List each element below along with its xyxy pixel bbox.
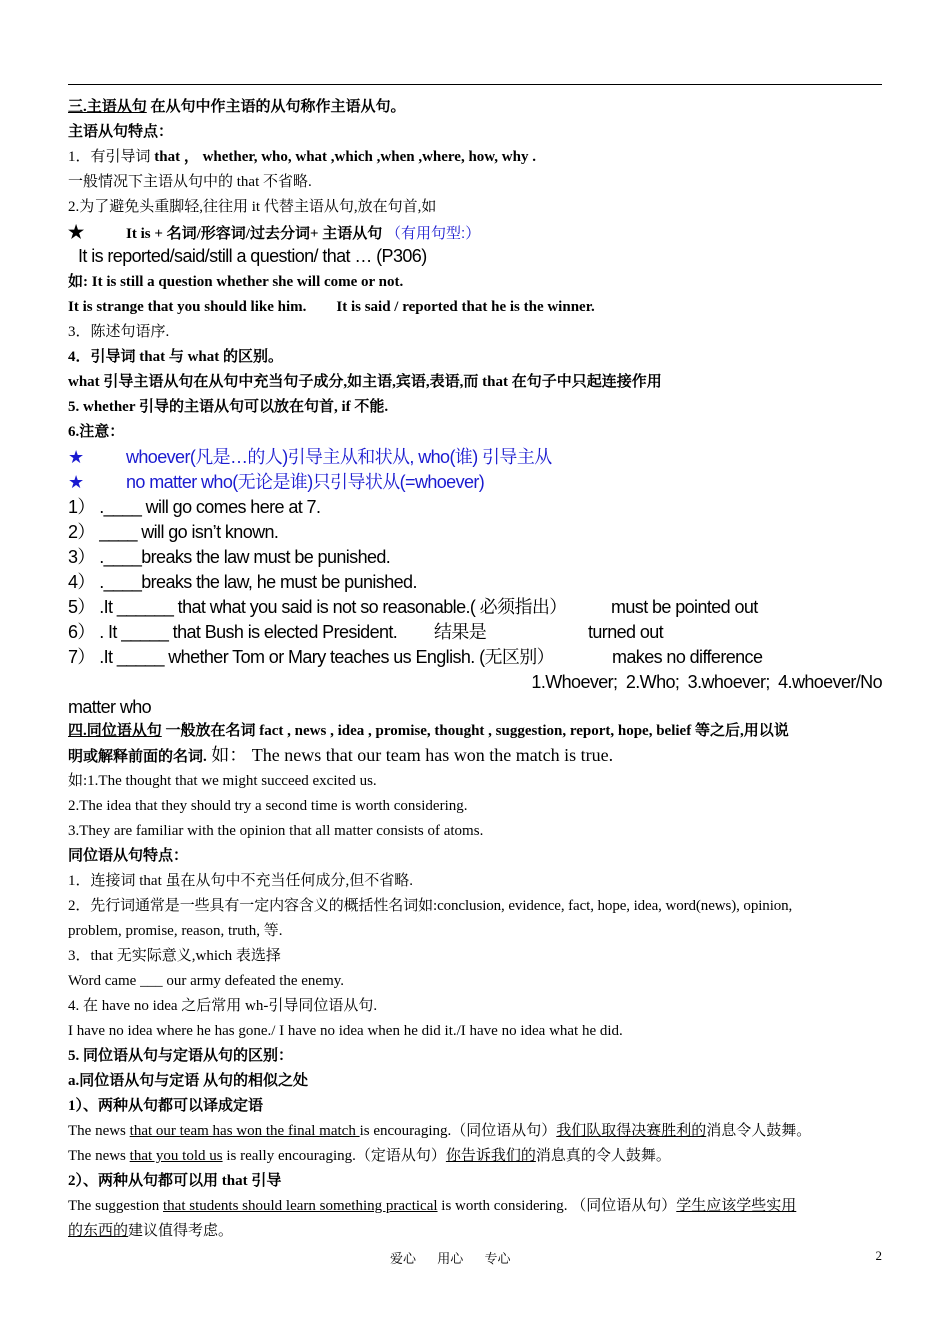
text: 建议值得考虑。 <box>128 1223 234 1239</box>
similarity-1-title: 1）、两种从句都可以译成定语 <box>68 1098 264 1114</box>
exercise-5-answer: must be pointed out <box>611 597 758 617</box>
example-2a: It is strange that you should like him. <box>68 299 307 315</box>
similarity-2-example-cont <box>68 1221 882 1241</box>
appositive-feature-3: 3．that 无实际意义,which 表选择 <box>68 948 281 964</box>
text: The news <box>68 1123 130 1139</box>
text: The news <box>68 1148 130 1164</box>
section-4-heading-line <box>68 721 882 741</box>
feature-1-note: 一般情况下主语从句中的 that 不省略. <box>68 174 312 190</box>
answers-continued: matter who <box>68 697 152 717</box>
similarity-2-example <box>68 1196 882 1216</box>
document-page <box>68 0 882 1344</box>
feature-3: 3．陈述句语序. <box>68 324 170 340</box>
similarity-1-example-a <box>68 1121 882 1141</box>
section-4-description-2 <box>68 745 882 767</box>
text: The suggestion <box>68 1198 163 1214</box>
appositive-example-3: 3.They are familiar with the opinion that all matter consists of atoms. <box>68 823 484 839</box>
note-whoever-text: whoever(凡是…的人)引导主从和状从, who(谁) 引导主从 <box>126 447 552 467</box>
section-4-heading: 四.同位语从句 <box>68 723 162 739</box>
exercise-1: 1） .____ will go comes here at 7. <box>68 497 321 517</box>
exercise-3: 3） .____breaks the law must be punished. <box>68 547 391 567</box>
exercise-7 <box>68 646 882 668</box>
appositive-features-title: 同位语从句特点： <box>68 848 189 864</box>
appositive-feature-2-cont: problem, promise, reason, truth, 等. <box>68 923 283 939</box>
star-icon: ★ <box>68 447 84 467</box>
text: 消息令人鼓舞。 <box>706 1123 812 1139</box>
section-3-heading: 三.主语从句 <box>68 99 147 115</box>
header-rule <box>68 84 882 85</box>
feature-4: 4．引导词 that 与 what 的区别。 <box>68 349 284 365</box>
underlined-clause: that our team has won the final match <box>129 1123 360 1139</box>
note-no-matter-who <box>68 471 882 493</box>
appositive-feature-3-example: Word came ___ our army defeated the enemy. <box>68 973 345 989</box>
text: 消息真的令人鼓舞。 <box>535 1148 671 1164</box>
appositive-feature-4-example: I have no idea where he has gone./ I have no idea when he did it./I have no idea what he did. <box>68 1023 623 1039</box>
feature-1-conjunctions: that ， whether, who, what ,which ,when ,where, how, why . <box>154 149 536 165</box>
exercise-6-answer: turned out <box>588 622 664 642</box>
exercise-6-meaning: 结果是 <box>434 622 487 642</box>
feature-4-explanation: what 引导主语从句在从句中充当句子成分,如主语,宾语,表语,而 that 在句子中只起连接作用 <box>68 374 662 390</box>
exercise-7-answer: makes no difference <box>612 647 763 667</box>
exercise-2: 2） ____ will go isn’t known. <box>68 522 279 542</box>
underlined-translation: 你告诉我们的 <box>445 1148 536 1164</box>
star-icon: ★ <box>68 472 84 492</box>
appositive-feature-2: 2．先行词通常是一些具有一定内容含义的概括性名词如:conclusion, evidence, fact, hope, idea, word(news), opinion, <box>68 898 793 914</box>
feature-1 <box>68 147 882 167</box>
difference-title: 5. 同位语从句与定语从句的区别： <box>68 1048 294 1064</box>
underlined-translation: 我们队取得决赛胜利的 <box>556 1123 707 1139</box>
underlined-clause: that students should learn something practical <box>163 1198 438 1214</box>
section-4-description: 一般放在名词 fact , news , idea , promise, thought , suggestion, report, hope, belief 等之后,用以说 <box>161 723 789 739</box>
section-4-example: 如： The news that our team has won the match is true. <box>206 745 614 765</box>
section-4-description-bold: 明或解释前面的名词. <box>68 749 207 765</box>
exercise-6-text: 6） . It _____ that Bush is elected President. <box>68 622 398 642</box>
section-3-heading-line <box>68 97 882 117</box>
appositive-feature-4: 4. 在 have no idea 之后常用 wh-引导同位语从句. <box>68 998 378 1014</box>
section-3-description: 在从句中作主语的从句称作主语从句。 <box>146 99 406 115</box>
page-number: 2 <box>875 1248 882 1263</box>
similarity-title: a.同位语从句与定语 从句的相似之处 <box>68 1073 309 1089</box>
exercise-5 <box>68 596 882 618</box>
feature-6: 6.注意： <box>68 424 125 440</box>
feature-1-text: 1．有引导词 <box>68 149 155 165</box>
similarity-1-example-b <box>68 1146 882 1166</box>
star-icon: ★ <box>68 222 85 242</box>
pattern-line <box>68 222 882 244</box>
underlined-clause: that you told us <box>129 1148 223 1164</box>
appositive-example-2: 2.The idea that they should try a second time is worth considering. <box>68 798 468 814</box>
appositive-feature-1: 1．连接词 that 虽在从句中不充当任何成分,但不省略. <box>68 873 413 889</box>
note-whoever <box>68 446 882 468</box>
example-1: 如: It is still a question whether she will come or not. <box>68 274 404 290</box>
exercise-5-text: 5） .It ______ that what you said is not so reasonable.( 必须指出） <box>68 597 567 617</box>
note-no-matter-who-text: no matter who(无论是谁)只引导状从(=whoever) <box>126 472 485 492</box>
feature-5: 5. whether 引导的主语从句可以放在句首, if 不能. <box>68 399 389 415</box>
pattern-text: It is + 名词/形容词/过去分词+ 主语从句 <box>126 226 383 242</box>
exercise-7-text: 7） .It _____ whether Tom or Mary teaches us English. (无区别） <box>68 647 555 667</box>
example-2b: It is said / reported that he is the winner. <box>336 299 595 315</box>
pattern-note: （有用句型:） <box>386 225 481 242</box>
example-2 <box>68 297 882 317</box>
text: is encouraging.（同位语从句） <box>359 1123 557 1139</box>
footer-motto: 爱心 用心 专心 <box>390 1251 511 1266</box>
appositive-example-1: 如:1.The thought that we might succeed excited us. <box>68 773 377 789</box>
text: is really encouraging.（定语从句） <box>222 1148 446 1164</box>
text: is worth considering. （同位语从句） <box>437 1198 677 1214</box>
answers: 1.Whoever; 2.Who; 3.whoever; 4.whoever/No <box>531 672 882 692</box>
underlined-translation: 的东西的 <box>68 1223 129 1239</box>
underlined-translation: 学生应该学些实用 <box>676 1198 797 1214</box>
feature-2: 2.为了避免头重脚轻,往往用 it 代替主语从句,放在句首,如 <box>68 199 437 215</box>
exercise-6 <box>68 621 882 643</box>
similarity-2-title: 2）、两种从句都可以用 that 引导 <box>68 1173 282 1189</box>
reported-pattern: It is reported/said/still a question/ that … (P306) <box>78 246 427 266</box>
exercise-4: 4） .____breaks the law, he must be punished. <box>68 572 417 592</box>
subject-clause-features-title: 主语从句特点： <box>68 124 174 140</box>
